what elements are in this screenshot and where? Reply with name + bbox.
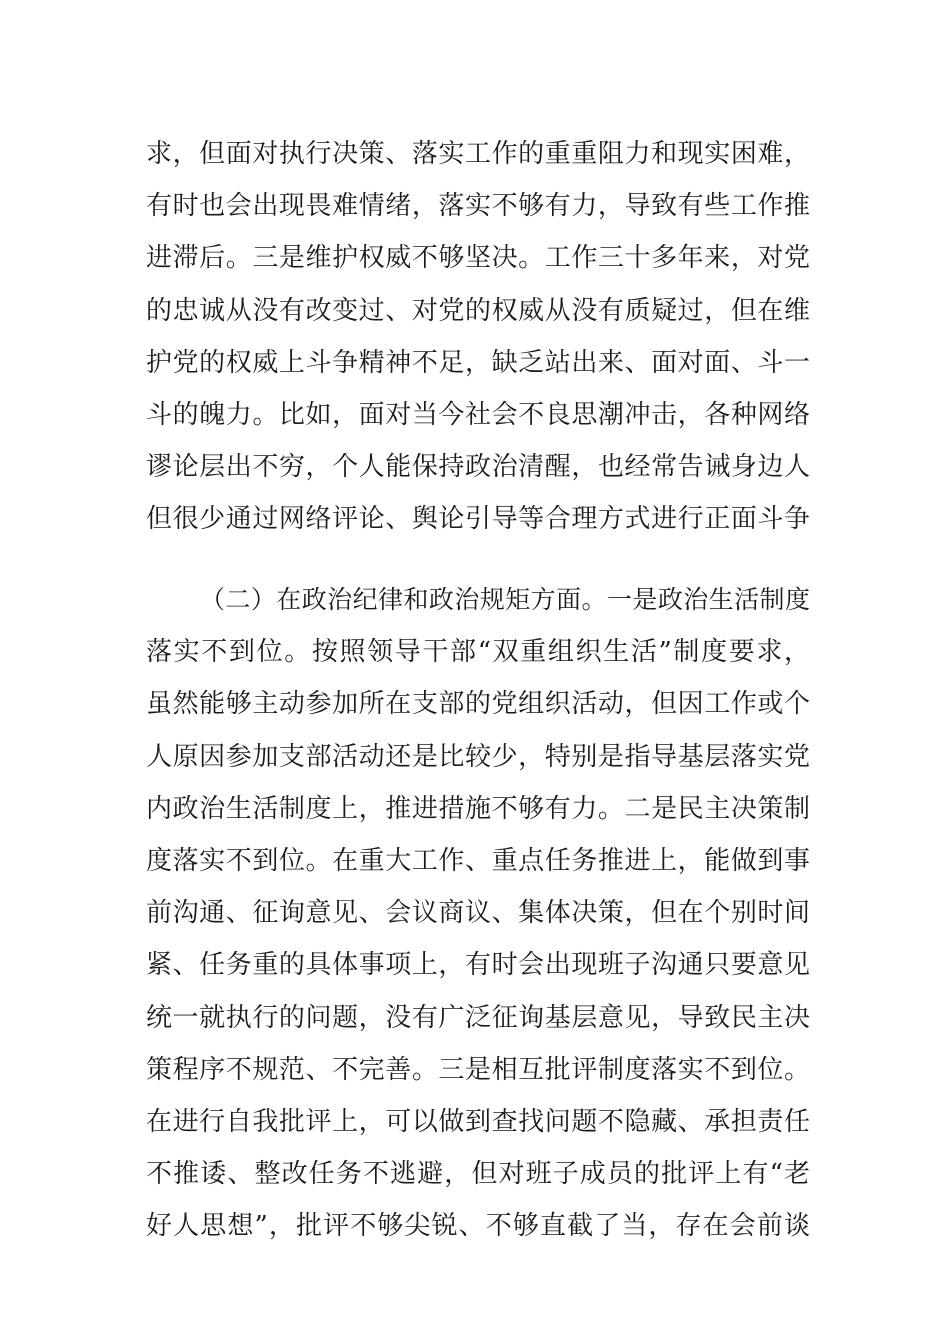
- paragraph-2: [146, 574, 810, 1252]
- text-line: 求，但面对执行决策、落实工作的重重阻力和现实困难，: [146, 139, 810, 169]
- text-line: 前沟通、征询意见、会议商议、集体决策，但在个别时间: [146, 898, 810, 929]
- text-line: 但很少通过网络评论、舆论引导等合理方式进行正面斗争: [146, 504, 810, 535]
- text-line-first: （二）在政治纪律和政治规矩方面。一是政治生活制度: [200, 585, 810, 614]
- text-line: 策程序不规范、不完善。三是相互批评制度落实不到位。: [146, 1054, 810, 1085]
- text-line: 虽然能够主动参加所在支部的党组织活动，但因工作或个: [146, 689, 810, 720]
- text-line: 谬论层出不穷，个人能保持政治清醒，也经常告诫身边人: [146, 452, 810, 483]
- text-line: 好人思想”，批评不够尖锐、不够直截了当，存在会前谈: [146, 1211, 810, 1242]
- text-line: 落实不到位。按照领导干部“双重组织生活”制度要求，: [146, 637, 810, 668]
- text-line: 紧、任务重的具体事项上，有时会出现班子沟通只要意见: [146, 950, 810, 981]
- text-line: 在进行自我批评上，可以做到查找问题不隐藏、承担责任: [146, 1106, 810, 1137]
- text-line: 进滞后。三是维护权威不够坚决。工作三十多年来，对党: [146, 243, 810, 274]
- text-line: 有时也会出现畏难情绪，落实不够有力，导致有些工作推: [146, 191, 810, 222]
- text-line: 统一就执行的问题，没有广泛征询基层意见，导致民主决: [146, 1002, 810, 1033]
- text-line: 不推诿、整改任务不逃避，但对班子成员的批评上有“老: [146, 1159, 810, 1190]
- text-line: 内政治生活制度上，推进措施不够有力。二是民主决策制: [146, 793, 810, 824]
- text-line: 的忠诚从没有改变过、对党的权威从没有质疑过，但在维: [146, 295, 810, 326]
- text-line: 人原因参加支部活动还是比较少，特别是指导基层落实党: [146, 741, 810, 772]
- text-line: 斗的魄力。比如，面对当今社会不良思潮冲击，各种网络: [146, 399, 810, 430]
- paragraph-1: [146, 128, 810, 546]
- text-line: 度落实不到位。在重大工作、重点任务推进上，能做到事: [146, 845, 810, 876]
- text-line: 护党的权威上斗争精神不足，缺乏站出来、面对面、斗一: [146, 347, 810, 378]
